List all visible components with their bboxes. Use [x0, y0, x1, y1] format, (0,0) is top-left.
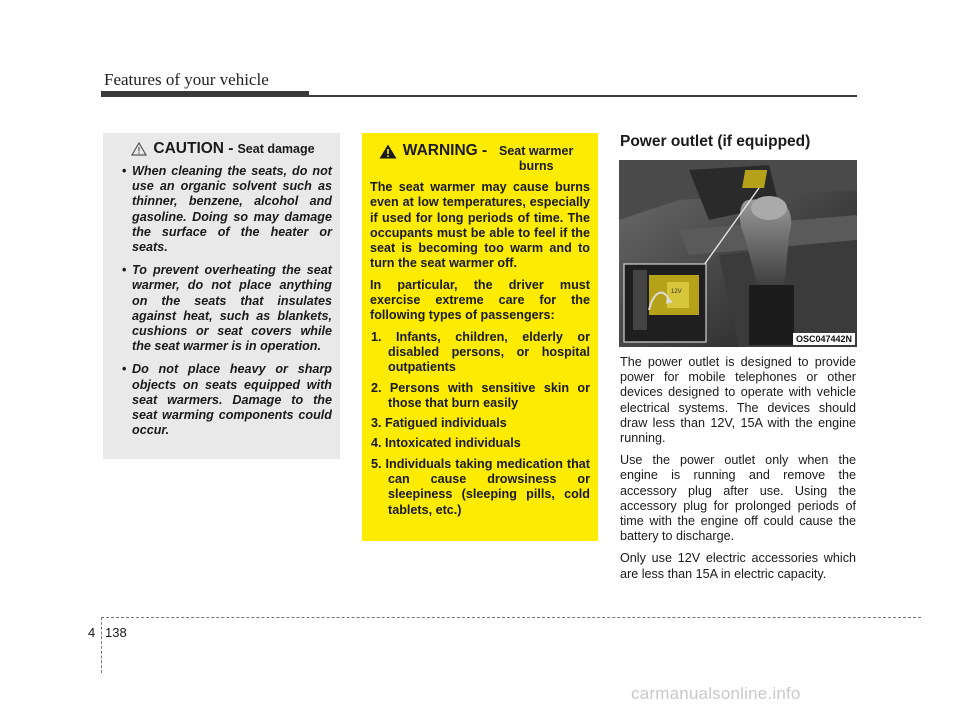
- section-title: Power outlet (if equipped): [620, 133, 811, 150]
- caution-label: CAUTION -: [153, 140, 234, 157]
- list-item: • Do not place heavy or sharp objects on seats equipped with seat warmers. Damage to the seat warming components could occur.: [122, 362, 332, 438]
- footer-rule: [101, 617, 921, 618]
- warning-heading: [370, 142, 590, 174]
- list-item: 3. Fatigued individuals: [371, 416, 507, 431]
- running-header: Features of your vehicle: [104, 70, 269, 89]
- body-paragraph: Use the power outlet only when the engine is running and remove the accessory plug after use. Using the accessory plug for prolonged periods of time with the engine off could cause the battery to discharge.: [620, 453, 856, 544]
- list-item: • When cleaning the seats, do not use an organic solvent such as thinner, benzene, alcohol and gasoline. Doing so may damage the surface of the heater or seats.: [122, 164, 332, 255]
- footer-divider: [101, 617, 102, 673]
- warning-label: WARNING -: [402, 142, 488, 159]
- caution-heading: [114, 140, 332, 158]
- warning-triangle-icon: [379, 144, 397, 159]
- warning-box: [362, 133, 598, 541]
- watermark: carmanualsonline.info: [631, 684, 801, 703]
- chapter-number: 4: [88, 625, 96, 640]
- outlet-12v-label: 12V: [671, 289, 682, 295]
- list-item: • To prevent overheating the seat warmer, do not place anything on the seats that insulates against heat, such as blankets, cushions or seat covers while the seat warmer is in operation.: [122, 263, 332, 354]
- console-illustration: [619, 160, 857, 347]
- caution-box: [103, 133, 340, 459]
- warning-paragraph: In particular, the driver must exercise extreme care for the following types of passengers:: [370, 277, 590, 323]
- warning-paragraph: The seat warmer may cause burns even at low temperatures, especially if used for long periods of time. The occupants must be able to feel if the seat is becoming too warm and to turn the seat warmer off.: [370, 180, 590, 271]
- caution-triangle-icon: [131, 142, 147, 156]
- header-bar: [101, 91, 309, 97]
- caution-list: [114, 164, 332, 438]
- list-item: 4. Intoxicated individuals: [371, 436, 521, 451]
- power-outlet-body: [620, 355, 856, 589]
- power-outlet-photo: [619, 160, 857, 347]
- page-number: 138: [105, 625, 127, 640]
- warning-subject: Seat warmer burns: [499, 144, 574, 173]
- list-item: 2. Persons with sensitive skin or those that burn easily: [371, 380, 590, 410]
- list-item: 5. Individuals taking medication that can cause drowsiness or sleepiness (sleeping pills, cold tablets, etc.): [371, 456, 590, 517]
- list-item: 1. Infants, children, elderly or disabled persons, or hospital outpatients: [371, 329, 590, 375]
- image-caption: OSC047442N: [793, 333, 855, 345]
- body-paragraph: Only use 12V electric accessories which are less than 15A in electric capacity.: [620, 551, 856, 581]
- warning-list: [370, 330, 590, 518]
- header-rule: [309, 95, 857, 97]
- body-paragraph: The power outlet is designed to provide power for mobile telephones or other devices designed to operate with vehicle electrical systems. The devices should draw less than 12V, 15A with the engine running.: [620, 355, 856, 446]
- caution-subject: Seat damage: [237, 142, 315, 156]
